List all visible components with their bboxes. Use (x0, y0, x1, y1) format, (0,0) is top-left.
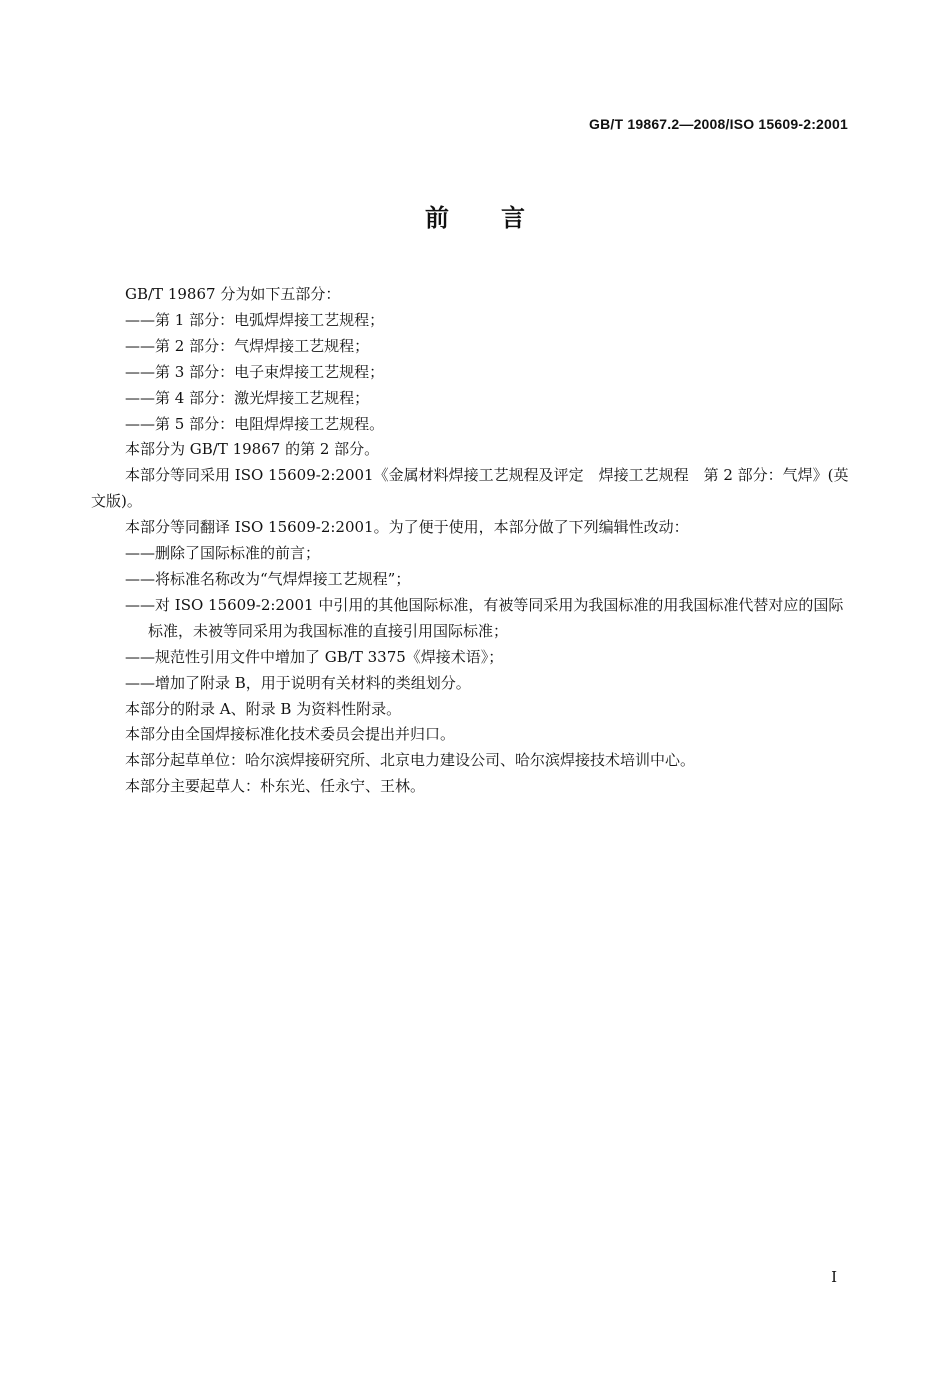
list-item-change-1: ——删除了国际标准的前言； (125, 544, 321, 563)
list-item-part-1: ——第 1 部分：电弧焊焊接工艺规程； (125, 310, 385, 329)
paragraph-this-part: 本部分为 GB/T 19867 的第 2 部分。 (125, 440, 380, 459)
paragraph-annexes: 本部分的附录 A、附录 B 为资料性附录。 (125, 699, 402, 718)
standard-code-header: GB/T 19867.2—2008/ISO 15609-2:2001 (589, 116, 848, 132)
list-item-change-3: ——对 ISO 15609-2:2001 中引用的其他国际标准，有被等同采用为我国标准的用我国标准代替对应的国际标准，未被等同采用为我国标准的直接引用国际标准； (125, 595, 844, 640)
list-item-change-5: ——增加了附录 B，用于说明有关材料的类组划分。 (125, 673, 471, 692)
foreword-body (91, 282, 855, 800)
paragraph-adoption: 本部分等同采用 ISO 15609-2:2001《金属材料焊接工艺规程及评定 焊接工艺规程 第 2 部分：气焊》(英文版)。 (91, 466, 849, 511)
list-item-change-4: ——规范性引用文件中增加了 GB/T 3375《焊接术语》； (125, 647, 504, 666)
list-item-part-4: ——第 4 部分：激光焊接工艺规程； (125, 388, 370, 407)
list-item-part-3: ——第 3 部分：电子束焊接工艺规程； (125, 362, 385, 381)
paragraph-drafting-units: 本部分起草单位：哈尔滨焊接研究所、北京电力建设公司、哈尔滨焊接技术培训中心。 (125, 751, 696, 770)
paragraph-drafters: 本部分主要起草人：朴东光、任永宁、王林。 (125, 777, 426, 796)
paragraph-proposer: 本部分由全国焊接标准化技术委员会提出并归口。 (125, 725, 456, 744)
list-item-part-5: ——第 5 部分：电阻焊焊接工艺规程。 (125, 414, 385, 433)
page-title: 前言 (425, 203, 577, 232)
list-item-change-2: ——将标准名称改为“气焊焊接工艺规程”； (125, 569, 411, 588)
paragraph-translation: 本部分等同翻译 ISO 15609-2:2001。为了便于使用，本部分做了下列编辑性改动： (125, 518, 689, 537)
paragraph-parts-intro: GB/T 19867 分为如下五部分： (125, 285, 341, 303)
list-item-part-2: ——第 2 部分：气焊焊接工艺规程； (125, 336, 370, 355)
page-number: I (831, 1268, 837, 1286)
